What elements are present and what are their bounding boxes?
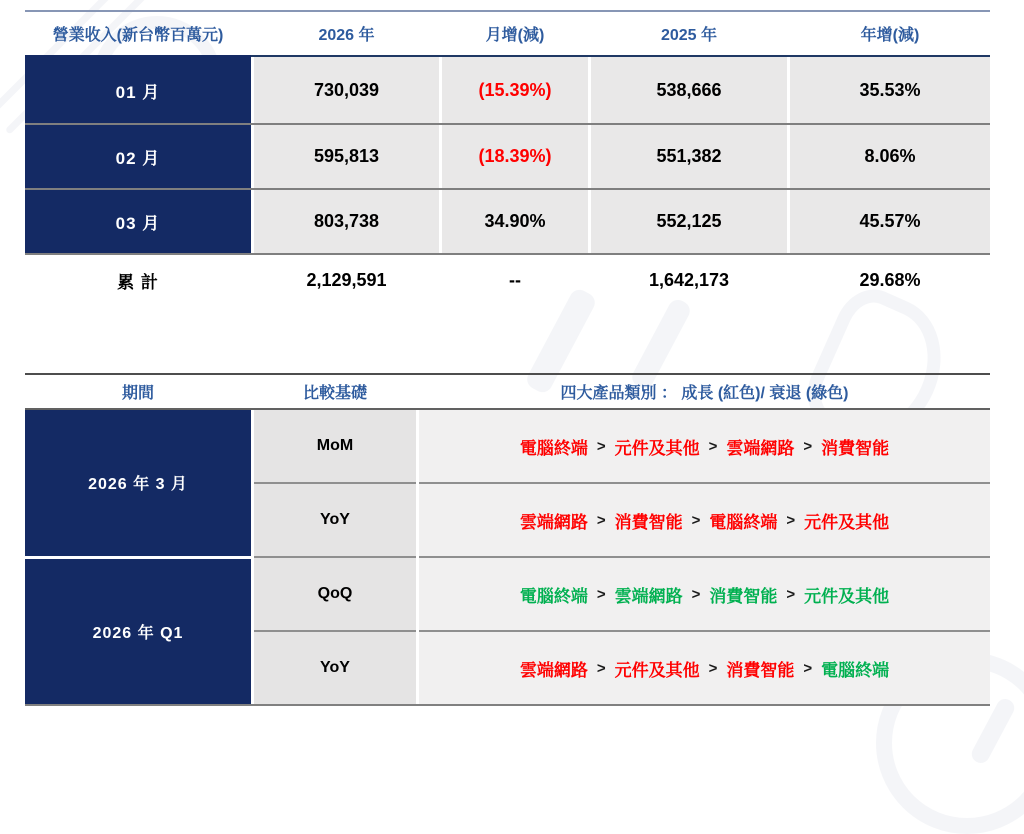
period-column — [25, 410, 251, 704]
product-rank-1: 雲端網路 — [519, 512, 588, 532]
product-rank-4: 元件及其他 — [804, 586, 890, 606]
value-mom: 34.90% — [442, 190, 588, 253]
total-2026: 2,129,591 — [306, 269, 387, 290]
period-2026-q1: 2026 年 Q1 — [25, 559, 251, 705]
value-yoy: 35.53% — [790, 57, 990, 123]
product-rank-3: 電腦終端 — [709, 512, 778, 532]
total-2025: 1,642,173 — [648, 269, 730, 290]
row-label: 01 月 — [25, 57, 251, 123]
period-2026-mar: 2026 年 3 月 — [25, 410, 251, 556]
product-rank-1: 電腦終端 — [519, 438, 588, 458]
product-rank-1: 雲端網路 — [519, 660, 588, 680]
basis-yoy-month: YoY — [254, 482, 416, 556]
value-2026: 803,738 — [254, 190, 439, 253]
ranking-yoy-quarter — [419, 630, 990, 704]
value-yoy: 45.57% — [790, 190, 990, 253]
ranking-mom — [419, 410, 990, 482]
revenue-table-header — [25, 12, 990, 57]
gt-separator: > — [708, 659, 718, 677]
column-header-mom: 月增(減) — [485, 27, 545, 44]
table-row-feb — [25, 123, 990, 188]
value-yoy: 8.06% — [790, 125, 990, 188]
value-2025: 538,666 — [591, 57, 787, 123]
gt-separator: > — [803, 437, 813, 455]
table-row-total — [25, 253, 990, 305]
column-header-2025: 2025 年 — [660, 27, 718, 44]
gt-separator: > — [596, 437, 606, 455]
basis-yoy-quarter: YoY — [254, 630, 416, 704]
category-table-header — [25, 373, 990, 410]
revenue-table — [25, 10, 990, 305]
product-rank-4: 消費智能 — [821, 438, 890, 458]
category-table — [25, 373, 990, 706]
product-rank-3: 消費智能 — [709, 586, 778, 606]
ranking-qoq — [419, 556, 990, 630]
product-rank-4: 元件及其他 — [804, 512, 890, 532]
product-rank-3: 雲端網路 — [726, 438, 795, 458]
total-yoy: 29.68% — [859, 269, 921, 290]
row-label: 03 月 — [25, 190, 251, 253]
gt-separator: > — [786, 585, 796, 603]
product-rank-1: 電腦終端 — [519, 586, 588, 606]
column-header-yoy: 年增(減) — [860, 27, 920, 44]
value-2026: 595,813 — [254, 125, 439, 188]
table-row-mar — [25, 188, 990, 253]
ranking-column — [419, 410, 990, 704]
gt-separator: > — [803, 659, 813, 677]
product-rank-3: 消費智能 — [726, 660, 795, 680]
column-header-categories: 四大產品類別 ： 成長 (紅色)/ 衰退 (綠色) — [560, 385, 849, 402]
product-rank-2: 消費智能 — [614, 512, 683, 532]
value-2026: 730,039 — [254, 57, 439, 123]
basis-mom: MoM — [254, 410, 416, 482]
watermark-stroke — [969, 696, 1018, 766]
gt-separator: > — [691, 585, 701, 603]
product-rank-2: 雲端網路 — [614, 586, 683, 606]
total-mom: -- — [509, 269, 521, 290]
product-rank-2: 元件及其他 — [614, 438, 700, 458]
header-accent-bar — [25, 55, 251, 60]
total-label: 累 計 — [117, 272, 159, 292]
gt-separator: > — [596, 511, 606, 529]
gt-separator: > — [786, 511, 796, 529]
product-rank-2: 元件及其他 — [614, 660, 700, 680]
value-mom: (18.39%) — [442, 125, 588, 188]
value-2025: 552,125 — [591, 190, 787, 253]
ranking-yoy-month — [419, 482, 990, 556]
gt-separator: > — [596, 659, 606, 677]
row-label: 02 月 — [25, 125, 251, 188]
table-row-jan — [25, 57, 990, 123]
gt-separator: > — [708, 437, 718, 455]
value-2025: 551,382 — [591, 125, 787, 188]
column-header-basis: 比較基礎 — [302, 385, 367, 402]
product-rank-4: 電腦終端 — [821, 660, 890, 680]
value-mom: (15.39%) — [442, 57, 588, 123]
basis-column — [254, 410, 416, 704]
gt-separator: > — [691, 511, 701, 529]
gt-separator: > — [596, 585, 606, 603]
column-header-period: 期間 — [121, 385, 154, 402]
revenue-table-title: 營業收入(新台幣百萬元) — [52, 27, 224, 44]
category-table-body — [25, 410, 990, 706]
basis-qoq: QoQ — [254, 556, 416, 630]
column-header-2026: 2026 年 — [318, 27, 375, 44]
